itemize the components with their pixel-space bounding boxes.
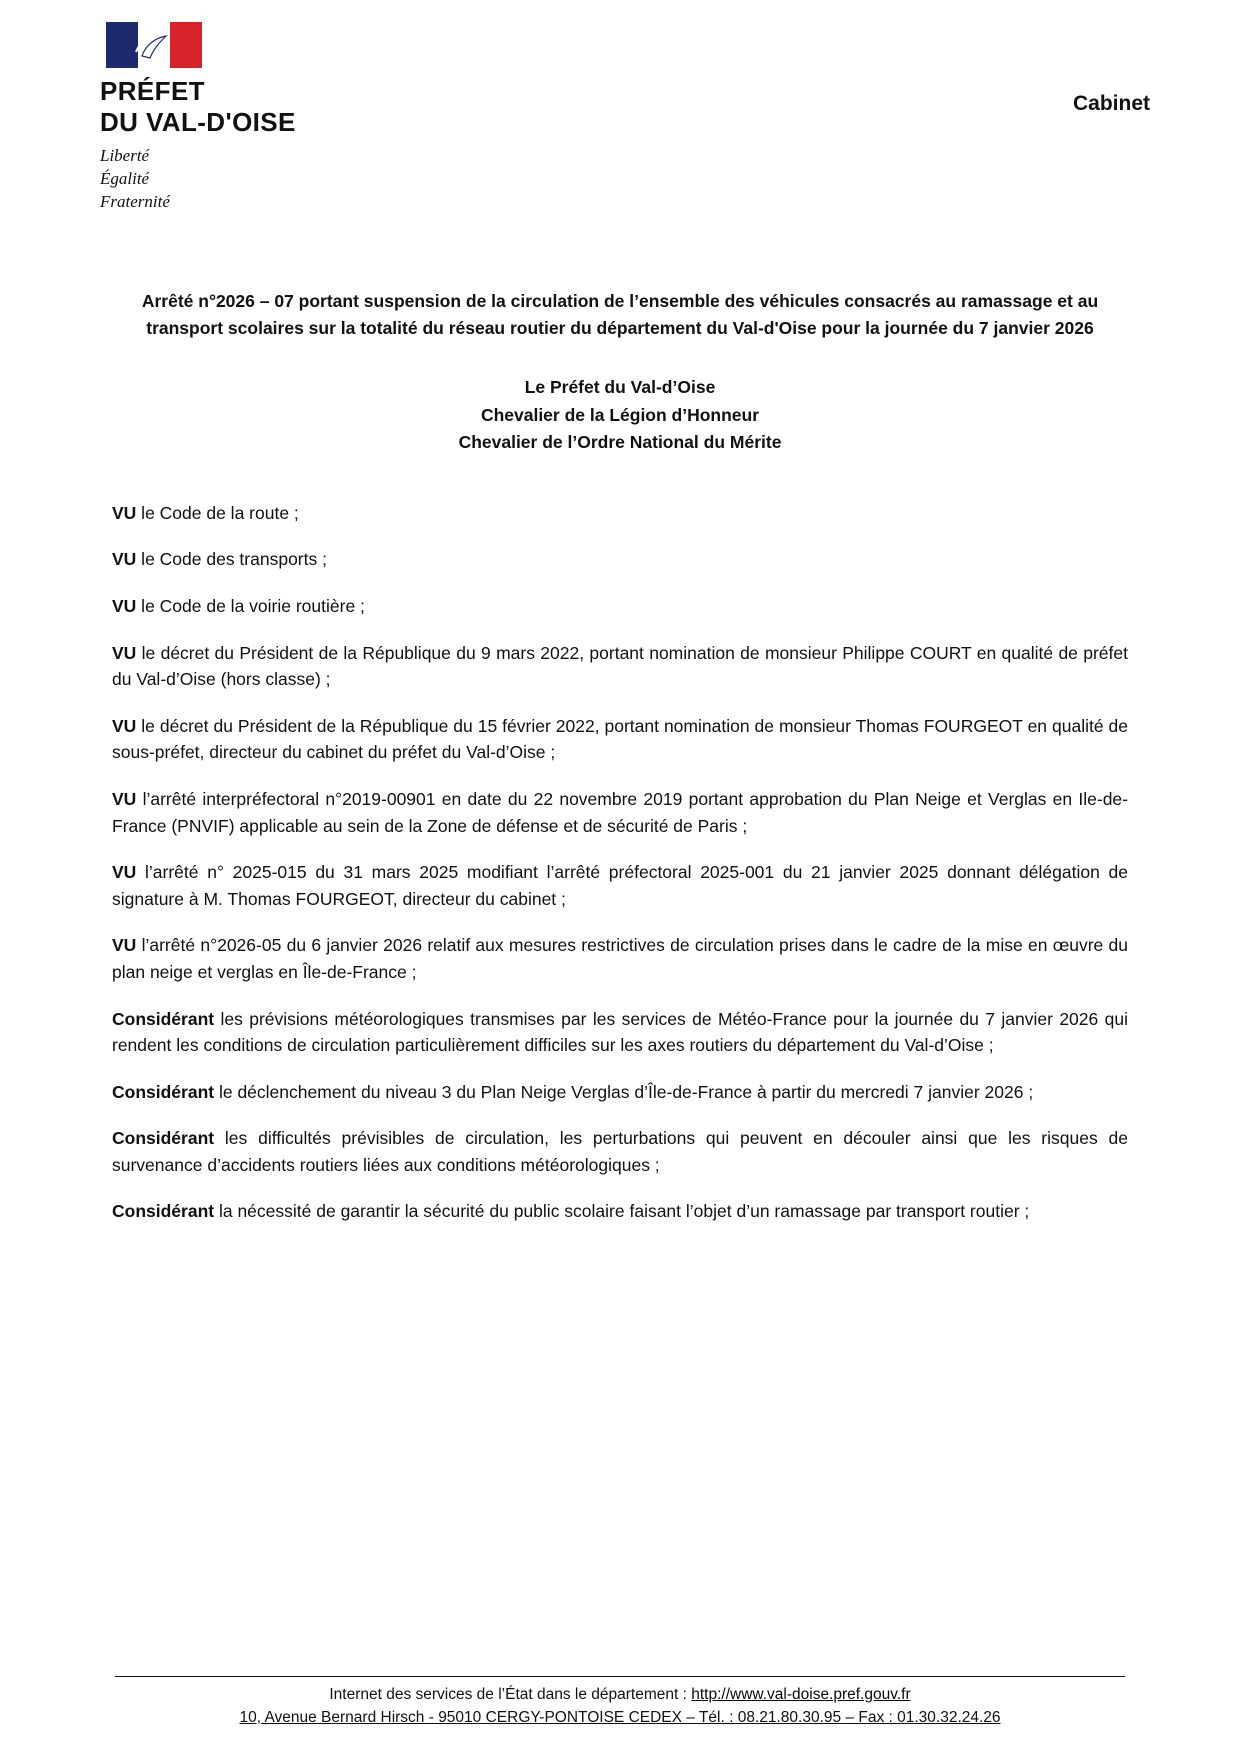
considerant-paragraph — [112, 1079, 1128, 1106]
document-title: Arrêté n°2026 – 07 portant suspension de la circulation de l’ensemble des véhicules consacrés au ramassage et au transport scolaires sur la totalité du réseau routier du département du Val-d'Oise pour la journée du 7 janvier 2026 — [141, 291, 1099, 339]
document-body — [112, 500, 1128, 1225]
service-label: Cabinet — [1072, 92, 1150, 115]
footer-divider — [115, 1676, 1125, 1677]
considerant-paragraph — [112, 546, 1128, 573]
brand-line-1: PRÉFET — [100, 76, 205, 106]
paragraph-text: les difficultés prévisibles de circulation, les perturbations qui peuvent en découler ainsi que les risques de survenance d’accidents routiers liées aux conditions météorologiques ; — [112, 1128, 1128, 1175]
paragraph-lead: VU — [112, 935, 137, 956]
footer-address: 10, Avenue Bernard Hirsch - 95010 CERGY-PONTOISE CEDEX – Tél. : 08.21.80.30.95 – Fax : 01.30.32.24.26 — [239, 1708, 1001, 1726]
paragraph-lead: VU — [112, 502, 137, 523]
brand-title — [100, 76, 296, 137]
paragraph-lead: VU — [112, 715, 137, 736]
paragraph-text: la nécessité de garantir la sécurité du public scolaire faisant l’objet d’un ramassage par transport routier ; — [214, 1201, 1030, 1222]
considerant-paragraph — [112, 1125, 1128, 1178]
motto-fraternite: Fraternité — [100, 192, 170, 212]
prefecture-brand — [100, 22, 296, 214]
paragraph-text: le décret du Président de la République du 15 février 2022, portant nomination de monsieur Thomas FOURGEOT en qualité de sous-préfet, directeur du cabinet du préfet du Val-d’Oise ; — [112, 715, 1128, 763]
paragraph-text: l’arrêté n° 2025-015 du 31 mars 2025 modifiant l’arrêté préfectoral 2025-001 du 21 janvier 2025 donnant délégation de signature à M. Thomas FOURGEOT, directeur du cabinet ; — [112, 862, 1128, 909]
paragraph-lead: VU — [112, 595, 137, 616]
paragraph-lead: VU — [112, 788, 137, 809]
motto-egalite: Égalité — [100, 169, 150, 189]
subtitle-line-1: Le Préfet du Val-d’Oise — [524, 377, 716, 398]
paragraph-lead: VU — [112, 549, 137, 570]
document-footer — [0, 1676, 1240, 1730]
paragraph-text: le déclenchement du niveau 3 du Plan Neige Verglas d’Île-de-France à partir du mercredi 7 janvier 2026 ; — [214, 1081, 1034, 1102]
french-flag-marianne-icon — [106, 22, 202, 68]
subtitle-line-2: Chevalier de la Légion d’Honneur — [480, 404, 760, 425]
considerant-paragraph — [112, 1006, 1128, 1059]
paragraph-text: le Code de la voirie routière ; — [136, 595, 365, 616]
paragraph-text: les prévisions météorologiques transmises par les services de Météo-France pour la journée du 7 janvier 2026 qui rendent les conditions de circulation particulièrement difficiles sur les axes routiers du département du Val-d’Oise ; — [112, 1008, 1128, 1056]
paragraph-text: le décret du Président de la République du 9 mars 2022, portant nomination de monsieur Philippe COURT en qualité de préfet du Val-d’Oise (hors classe) ; — [112, 642, 1128, 690]
subtitle-line-3: Chevalier de l’Ordre National du Mérite — [458, 431, 782, 452]
motto-liberte: Liberté — [100, 146, 150, 166]
document-header — [0, 0, 1240, 214]
prefecture-website-link[interactable]: http://www.val-doise.pref.gouv.fr — [691, 1685, 911, 1703]
paragraph-lead: Considérant — [112, 1201, 215, 1222]
paragraph-text: le Code de la route ; — [136, 502, 299, 523]
considerant-paragraph — [112, 640, 1128, 693]
paragraph-text: le Code des transports ; — [136, 549, 327, 570]
paragraph-lead: Considérant — [112, 1008, 215, 1029]
republic-motto — [100, 145, 296, 214]
considerant-paragraph — [112, 859, 1128, 912]
considerant-paragraph — [112, 713, 1128, 766]
considerant-paragraph — [112, 786, 1128, 839]
paragraph-text: l’arrêté interpréfectoral n°2019-00901 en date du 22 novembre 2019 portant approbation du Plan Neige et Verglas en Ile-de-France (PNVIF) applicable au sein de la Zone de défense et de sécurité de Paris ; — [112, 788, 1128, 836]
considerant-paragraph — [112, 500, 1128, 527]
footer-internet-label: Internet des services de l’État dans le département : — [329, 1685, 692, 1703]
considerant-paragraph — [112, 1198, 1128, 1225]
paragraph-text: l’arrêté n°2026-05 du 6 janvier 2026 relatif aux mesures restrictives de circulation prises dans le cadre de la mise en œuvre du plan neige et verglas en Île-de-France ; — [112, 935, 1128, 982]
paragraph-lead: Considérant — [112, 1081, 215, 1102]
considerant-paragraph — [112, 932, 1128, 985]
document-subtitle — [240, 374, 1000, 455]
footer-line-1 — [0, 1683, 1240, 1706]
paragraph-lead: VU — [112, 642, 137, 663]
considerant-paragraph — [112, 593, 1128, 620]
paragraph-lead: Considérant — [112, 1128, 215, 1149]
paragraph-lead: VU — [112, 862, 137, 883]
brand-line-2: DU VAL-D'OISE — [100, 106, 296, 137]
